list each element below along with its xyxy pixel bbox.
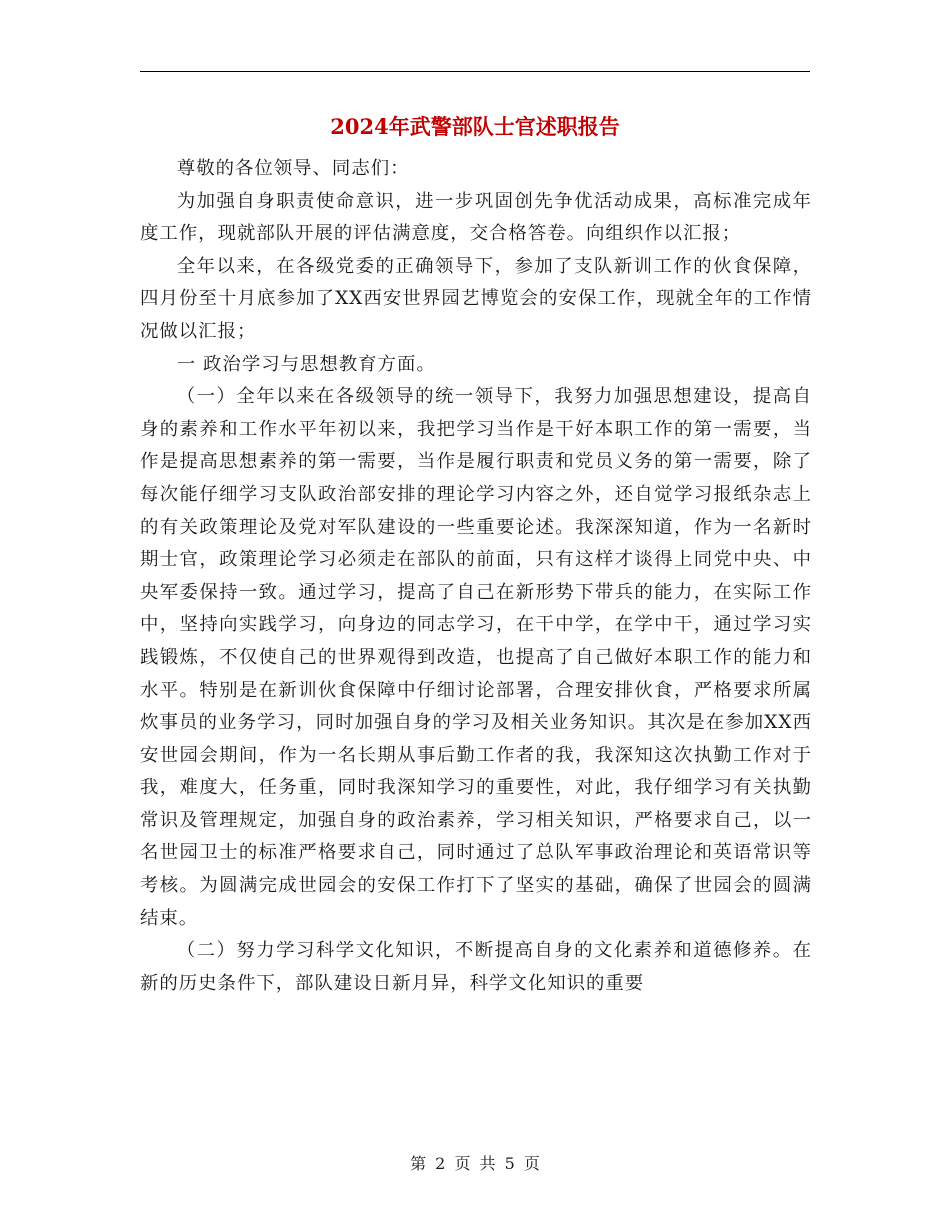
paragraph-intro: 为加强自身职责使命意识，进一步巩固创先争优活动成果，高标准完成年度工作，现就部队开展的评估满意度，交合格答卷。向组织作以汇报；: [140, 190, 812, 245]
salutation: 尊敬的各位领导、同志们：: [176, 158, 410, 179]
header-rule: [140, 71, 810, 72]
paragraph-section-two: （二）努力学习科学文化知识，不断提高自身的文化素养和道德修养。在新的历史条件下，部队建设日新月异，科学文化知识的重要: [140, 940, 812, 994]
page-number: 第 2 页 共 5 页: [410, 1154, 540, 1173]
section-heading: 一 政治学习与思想教育方面。: [176, 353, 436, 375]
document-body: [140, 153, 812, 1000]
paragraph-overview: 全年以来，在各级党委的正确领导下，参加了支队新训工作的伙食保障，四月份至十月底参加了XX西安世界园艺博览会的安保工作，现就全年的工作情况做以汇报；: [140, 255, 812, 342]
document-title: 2024年武警部队士官述职报告: [330, 114, 620, 139]
paragraph-section-one: （一）全年以来在各级领导的统一领导下，我努力加强思想建设，提高自身的素养和工作水平年初以来，我把学习当作是干好本职工作的第一需要，当作是提高思想素养的第一需要，当作是履行职责和党员义务的第一需要，除了每次能仔细学习支队政治部安排的理论学习内容之外，还自觉学习报纸杂志上的有关政策理论及党对军队建设的一些重要论述。我深深知道，作为一名新时期士官，政策理论学习必须走在部队的前面，只有这样才谈得上同党中央、中央军委保持一致。通过学习，提高了自己在新形势下带兵的能力，在实际工作中，坚持向实践学习，向身边的同志学习，在干中学，在学中干，通过学习实践锻炼，不仅使自己的世界观得到改造，也提高了自己做好本职工作的能力和水平。特别是在新训伙食保障中仔细讨论部署，合理安排伙食，严格要求所属炊事员的业务学习，同时加强自身的学习及相关业务知识。其次是在参加XX西安世园会期间，作为一名长期从事后勤工作者的我，我深知这次执勤工作对于我，难度大，任务重，同时我深知学习的重要性，对此，我仔细学习有关执勤常识及管理规定，加强自身的政治素养，学习相关知识，严格要求自己，以一名世园卫士的标准严格要求自己，同时通过了总队军事政治理论和英语常识等考核。为圆满完成世园会的安保工作打下了坚实的基础，确保了世园会的圆满结束。: [140, 386, 812, 929]
